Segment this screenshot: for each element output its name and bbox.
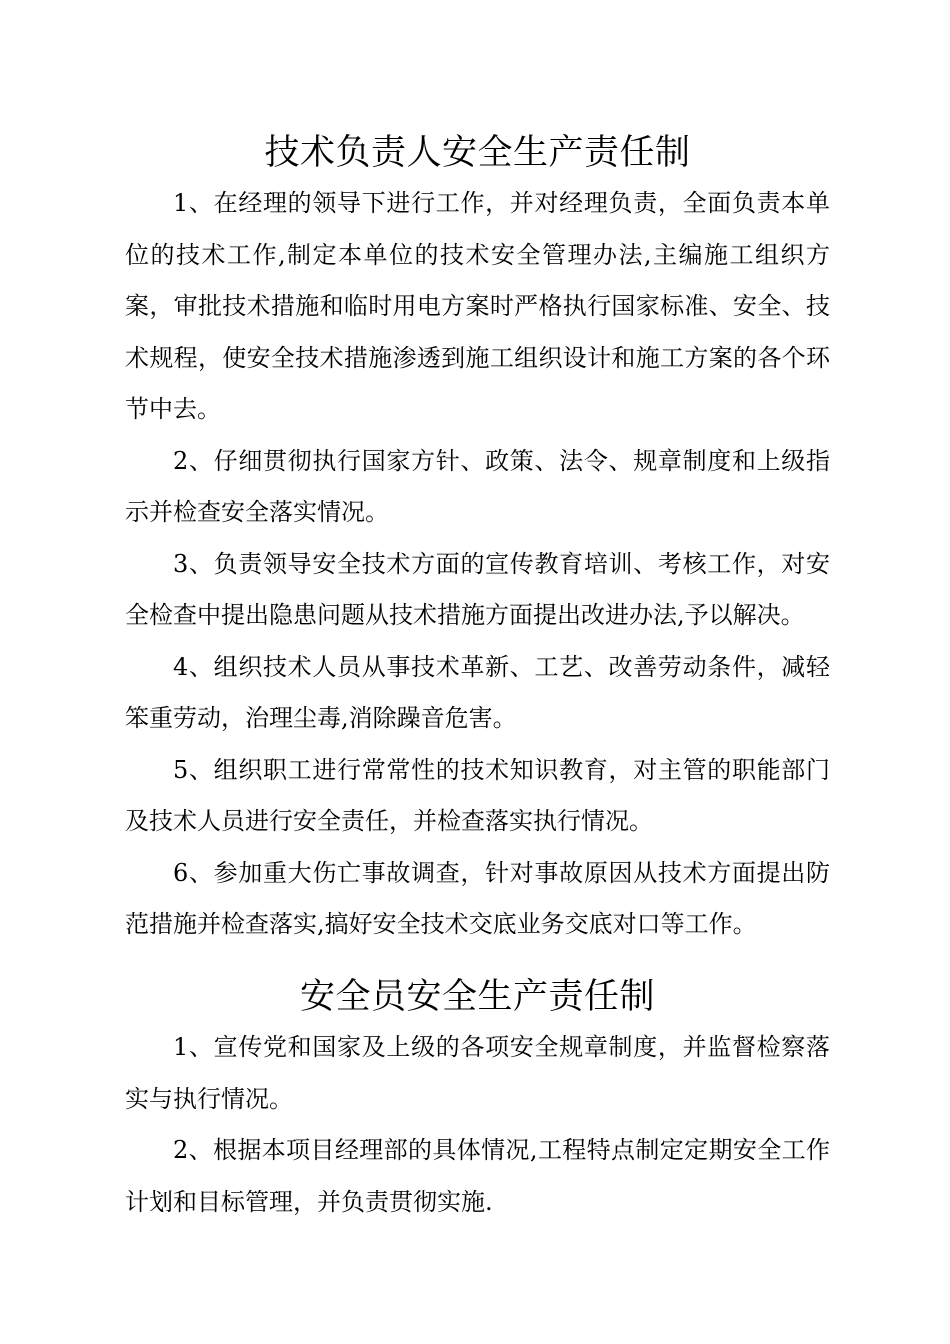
section-safety-officer bbox=[125, 972, 830, 1228]
paragraph: 4、组织技术人员从事技术革新、工艺、改善劳动条件，减轻笨重劳动，治理尘毒,消除躁音危害。 bbox=[125, 652, 830, 732]
section-technical-director bbox=[125, 128, 830, 951]
paragraph: 2、根据本项目经理部的具体情况,工程特点制定定期安全工作计划和目标管理，并负责贯彻实施. bbox=[125, 1136, 830, 1216]
paragraph: 1、宣传党和国家及上级的各项安全规章制度，并监督检察落实与执行情况。 bbox=[125, 1033, 830, 1113]
section-title: 安全员安全生产责任制 bbox=[299, 977, 655, 1017]
section-title: 技术负责人安全生产责任制 bbox=[264, 133, 691, 173]
paragraph: 1、在经理的领导下进行工作，并对经理负责，全面负责本单位的技术工作,制定本单位的技术安全管理办法,主编施工组织方案，审批技术措施和临时用电方案时严格执行国家标准、安全、技术规程，使安全技术措施渗透到施工组织设计和施工方案的各个环节中去。 bbox=[125, 189, 830, 423]
paragraph: 2、仔细贯彻执行国家方针、政策、法令、规章制度和上级指示并检查安全落实情况。 bbox=[125, 446, 830, 526]
paragraph: 6、参加重大伤亡事故调查，针对事故原因从技术方面提出防范措施并检查落实,搞好安全技术交底业务交底对口等工作。 bbox=[125, 858, 830, 938]
paragraph: 3、负责领导安全技术方面的宣传教育培训、考核工作，对安全检查中提出隐患问题从技术措施方面提出改进办法,予以解决。 bbox=[125, 549, 830, 629]
paragraph: 5、组织职工进行常常性的技术知识教育，对主管的职能部门及技术人员进行安全责任，并检查落实执行情况。 bbox=[125, 755, 830, 835]
